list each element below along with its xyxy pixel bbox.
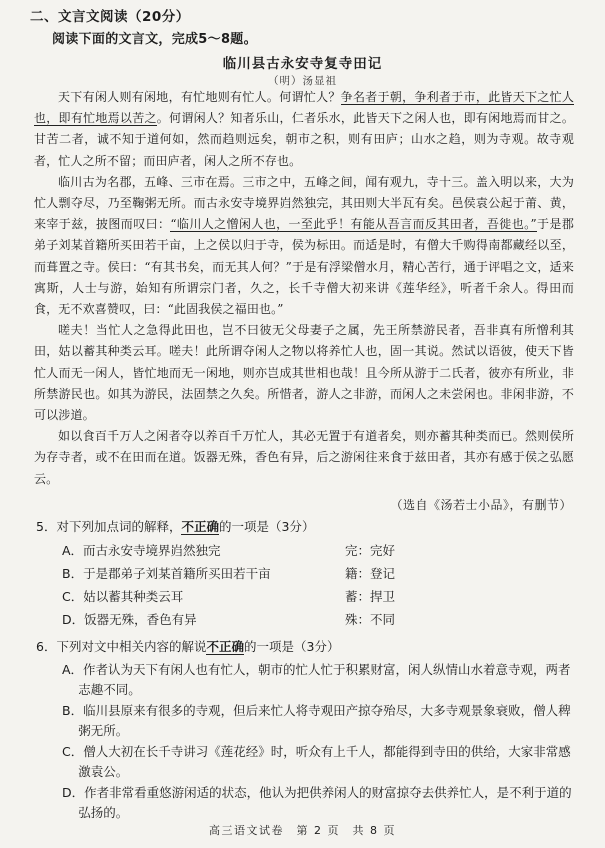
question-5	[36, 517, 314, 535]
p2-text-c: 于是郡弟子刘某首籍所买田若干亩，上之侯以归于寺，侯为标田。而适是时，有僧大千购得南都藏经以至，而葺置之寺。侯曰：“有其书矣，而无其人何？”于是有浮梁僧水月，精心苦行，通于评唱之文，适来寓斯，人士与游，始知有所谓宗门者，久之，长千寺僧大初来讲《莲华经》，听者千余人。得田而食，无不欢喜赞叹，曰：“此固我侯之福田也。”	[34, 217, 574, 317]
p2-text-a: 临川古为名郡，五峰、三市在焉。三市之中，五峰之间，闻有观九，寺十三。盖入明以来，大为忙人剽夺尽，乃至鞠粥无所。而古永安寺境界岿然独完，其田则大半瓦有矣。邑侯袁公起于莆、黄，来宰于兹，披图而叹曰：	[34, 174, 574, 232]
p1-text-c: 。何谓闲人？知者乐山，仁者乐水，此皆天下之闲人也，即有闲地焉而甘之。甘苦二者，诚不知于道何如，然而趋则远矣，朝市之积，则有田庐；山水之趋，则为寺观。故寺观者，忙人之所不留；而田庐者，闲人之所不存也。	[34, 111, 574, 168]
paragraph-3: 嗟夫！当忙人之急得此田也，岂不曰彼无父母妻子之属，先王所禁游民者，吾非真有所憎利其田，姑以蓄其种类云耳。嗟夫！此所谓夺闲人之物以将养忙人也，固一其说。然试以语彼，使天下皆忙人而无一闲人，皆忙地而无一闲地，则亦岂成其世相也哉！且今所从游于二氏者，彼亦有所业，非所禁游民也。如其为游民，法固禁之久矣。所惜者，游人之非游，而闲人之未尝闲也。非闲非游，不可以涉道。	[34, 323, 574, 423]
q5-option-d[interactable]: D．饭器无殊，香色有异	[62, 612, 197, 627]
p1-underlined-sentence: 争名者于朝，争利者于市，此皆天下之忙人也，即有忙地焉以苦之	[34, 90, 575, 126]
q5-option-a-gloss: 完：完好	[345, 543, 396, 558]
q5-option-a[interactable]: A．而古永安寺境界岿然独完	[62, 543, 221, 558]
q5-negation: 不正确	[181, 519, 219, 534]
q5-option-b[interactable]: B．于是郡弟子刘某首籍所买田若干亩	[62, 566, 271, 581]
q6-option-d[interactable]: D．作者非常看重悠游闲适的状态，他认为把供养闲人的财富掠夺去供养忙人，是不利于道的弘扬的。	[62, 785, 572, 820]
article-author: （明）汤显祖	[268, 75, 337, 87]
source-note: （选自《汤若士小品》，有删节）	[390, 498, 572, 512]
q6-stem: 6．下列对文中相关内容的解说	[36, 639, 207, 654]
q6-negation: 不正确	[206, 639, 244, 654]
article-body	[34, 87, 574, 490]
q6-option-a[interactable]: A．作者认为天下有闲人也有忙人，朝市的忙人忙于积累财富，闲人纵情山水着意寺观，两者志趣不同。	[62, 662, 571, 697]
paragraph-1	[34, 87, 574, 172]
q5-option-b-gloss: 籍：登记	[345, 566, 396, 581]
q6-option-c[interactable]: C．僧人大初在长千寺讲习《莲花经》时，听众有上千人，都能得到寺田的供给，大家非常感激袁公。	[62, 744, 571, 779]
q5-stem: 5．对下列加点词的解释，	[36, 519, 182, 534]
article-title: 临川县古永安寺复寺田记	[222, 56, 383, 72]
paragraph-2	[34, 172, 574, 320]
section-title: 二、文言文阅读（20分）	[30, 9, 190, 25]
q5-option-c[interactable]: C．姑以蓄其种类云耳	[62, 589, 184, 604]
q6-option-b[interactable]: B．临川县原来有很多的寺观，但后来忙人将寺观田产掠夺殆尽，大多寺观景象衰败，僧人稗粥无所。	[62, 703, 571, 738]
question-6	[36, 637, 339, 655]
q6-stem-end: 的一项是（3分）	[243, 639, 340, 654]
page-footer: 高三语文试卷 第 2 页 共 8 页	[209, 824, 396, 837]
q5-option-d-gloss: 殊：不同	[345, 612, 396, 627]
p1-text-a: 天下有闲人则有闲地，有忙地则有忙人。何谓忙人？	[58, 90, 341, 104]
instruction: 阅读下面的文言文，完成5～8题。	[52, 32, 257, 47]
q5-stem-end: 的一项是（3分）	[218, 519, 315, 534]
q5-option-c-gloss: 蓄：捍卫	[345, 589, 396, 604]
p2-underlined-sentence: “临川人之憎闲人也，一至此乎！有能从吾言而反其田者，吾徙也。”	[170, 217, 537, 232]
paragraph-4: 如以食百千万人之闲者夺以养百千万忙人，其必无置于有道者矣，则亦蓄其种类而已。然则侯所为存寺者，或不在田而在道。饭器无殊，香色有异，后之游闲往来食于兹田者，其亦有感于侯之弘愿云。	[34, 429, 574, 486]
